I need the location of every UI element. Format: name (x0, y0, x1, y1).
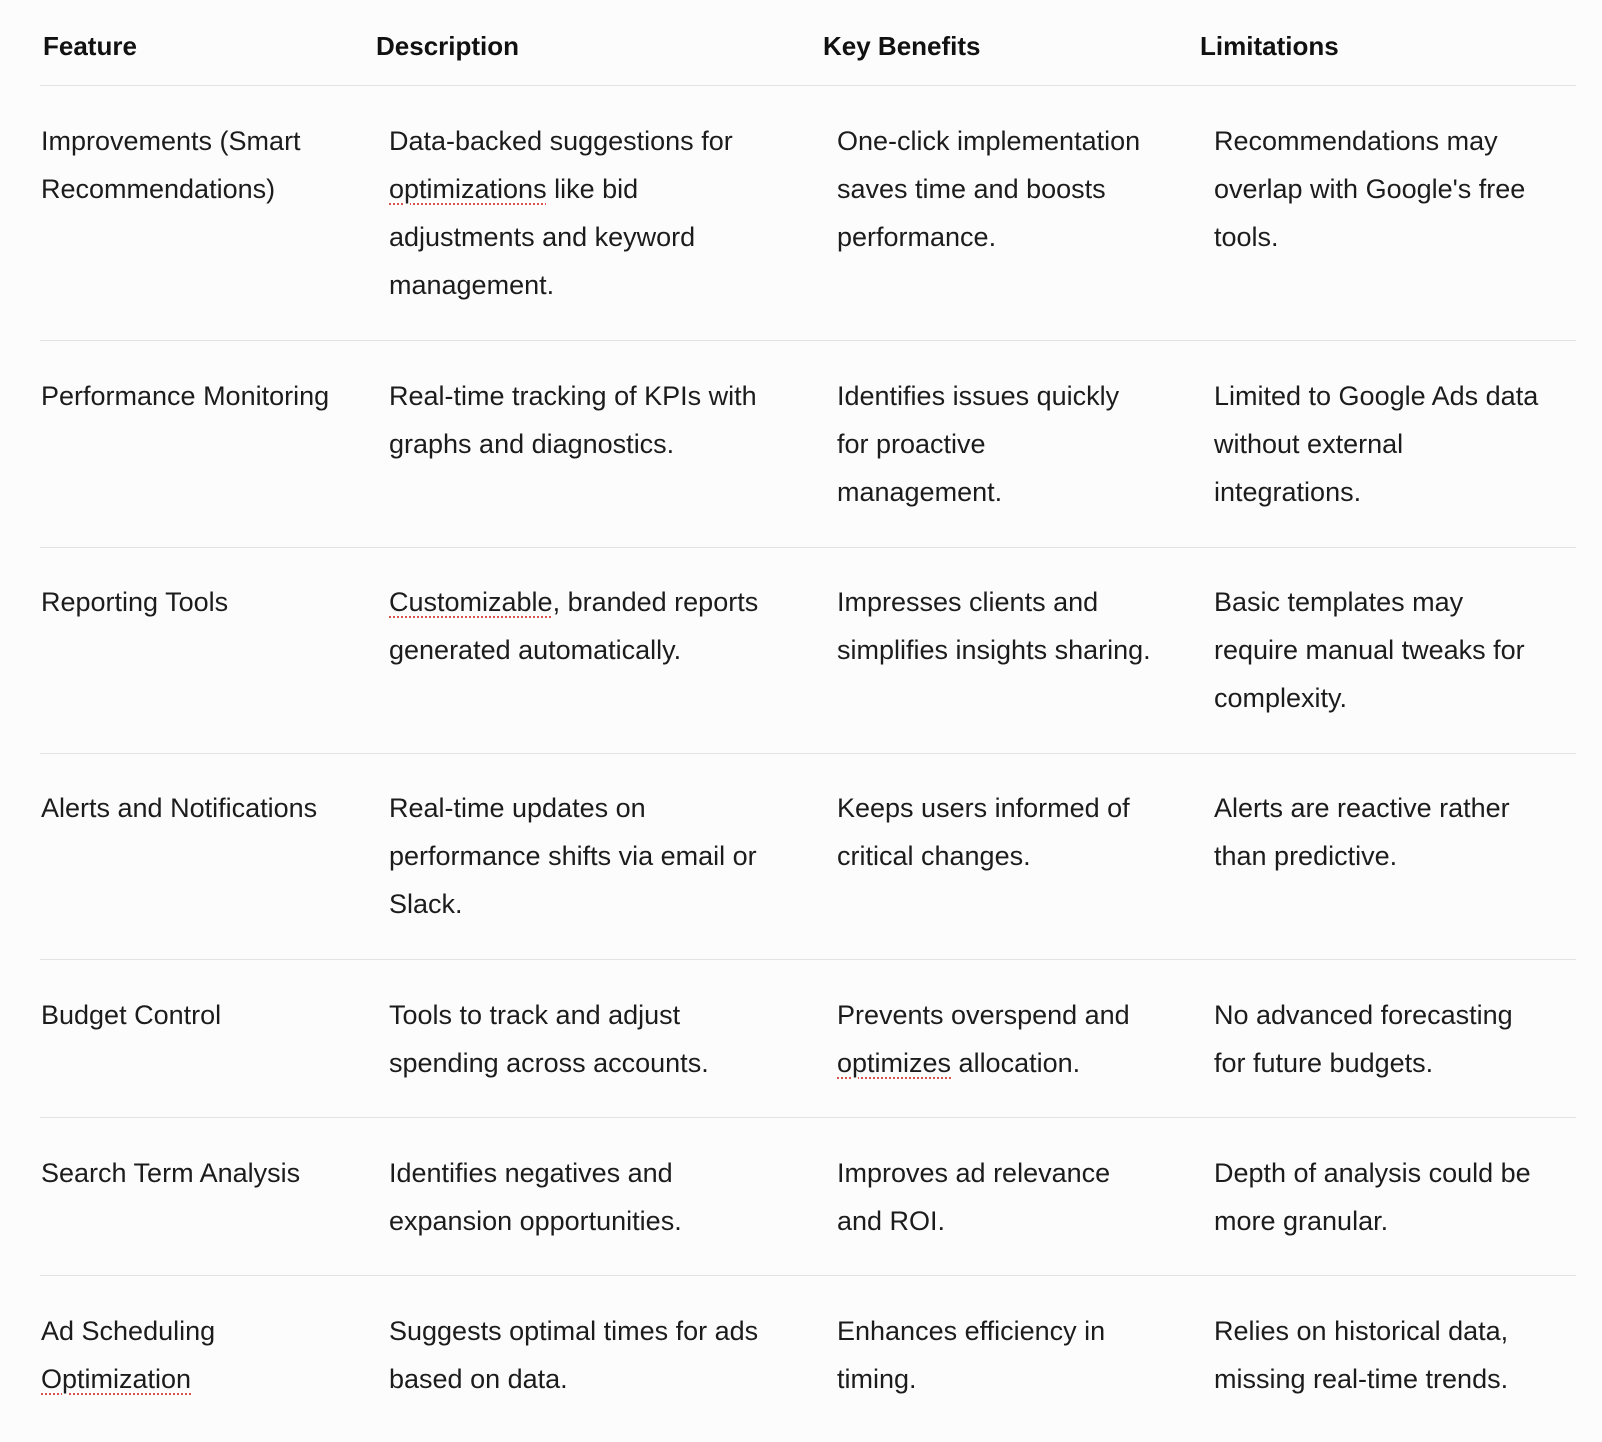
row-divider (40, 547, 1576, 548)
row-divider (40, 1117, 1576, 1118)
feature-cell: Improvements (Smart Recommendations) (41, 126, 301, 204)
benefits-cell: Impresses clients and simplifies insights sharing. (837, 587, 1151, 665)
description-cell: Data-backed suggestions for optimizations like bid adjustments and keyword management. (389, 126, 733, 300)
row-divider (40, 340, 1576, 341)
feature-cell: Budget Control (41, 1000, 222, 1030)
description-cell: Suggests optimal times for ads based on data. (389, 1316, 759, 1394)
feature-cell: Performance Monitoring (41, 381, 330, 411)
feature-cell: Ad Scheduling Optimization (41, 1316, 216, 1394)
feature-cell: Search Term Analysis (41, 1158, 301, 1188)
limitations-cell: Recommendations may overlap with Google's free tools. (1214, 126, 1526, 252)
description-cell: Customizable, branded reports generated automatically. (389, 587, 759, 665)
header-feature: Feature (43, 31, 137, 61)
description-cell: Real-time updates on performance shifts via email or Slack. (389, 793, 757, 919)
limitations-cell: Alerts are reactive rather than predictive. (1214, 793, 1510, 871)
header-limitations: Limitations (1200, 31, 1339, 61)
benefits-cell: Enhances efficiency in timing. (837, 1316, 1106, 1394)
benefits-cell: Identifies issues quickly for proactive management. (837, 381, 1120, 507)
feature-cell: Reporting Tools (41, 587, 229, 617)
row-divider (40, 753, 1576, 754)
row-divider (40, 959, 1576, 960)
limitations-cell: Depth of analysis could be more granular. (1214, 1158, 1531, 1236)
limitations-cell: Basic templates may require manual tweaks for complexity. (1214, 587, 1525, 713)
description-cell: Tools to track and adjust spending across accounts. (389, 1000, 709, 1078)
description-cell: Real-time tracking of KPIs with graphs and diagnostics. (389, 381, 757, 459)
header-key-benefits: Key Benefits (823, 31, 981, 61)
benefits-cell: One-click implementation saves time and boosts performance. (837, 126, 1141, 252)
header-description: Description (376, 31, 520, 61)
table-header-row (0, 0, 1602, 86)
benefits-cell: Improves ad relevance and ROI. (837, 1158, 1111, 1236)
row-divider (40, 1275, 1576, 1276)
feature-cell: Alerts and Notifications (41, 793, 318, 823)
limitations-cell: Limited to Google Ads data without external integrations. (1214, 381, 1539, 507)
limitations-cell: No advanced forecasting for future budgets. (1214, 1000, 1513, 1078)
benefits-cell: Prevents overspend and optimizes allocation. (837, 1000, 1130, 1078)
limitations-cell: Relies on historical data, missing real-time trends. (1214, 1316, 1509, 1394)
description-cell: Identifies negatives and expansion opportunities. (389, 1158, 682, 1236)
header-divider (40, 85, 1576, 86)
benefits-cell: Keeps users informed of critical changes. (837, 793, 1130, 871)
